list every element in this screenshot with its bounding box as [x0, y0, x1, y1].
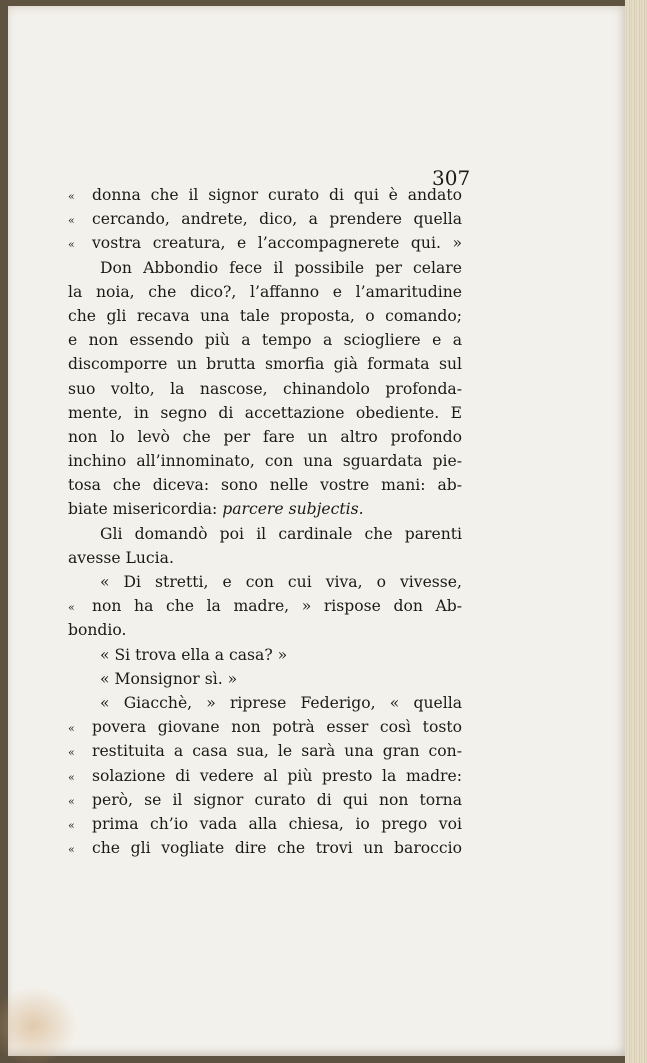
line-text: restituita a casa sua, le sarà una gran con- [92, 742, 462, 761]
quote-mark: « [68, 843, 75, 857]
paper-stain [0, 986, 78, 1063]
text-line: la noia, che dico?, l’affanno e l’amaritudine [68, 282, 462, 301]
quote-mark: « [68, 818, 75, 832]
quote-mark: « [68, 214, 75, 228]
text-line [68, 207, 462, 231]
quote-mark: « [68, 190, 75, 203]
line-text: non ha che la madre, » rispose don Ab- [92, 597, 462, 616]
text-line: Don Abbondio fece il possibile per celare [100, 258, 462, 277]
italic-phrase: parcere subjectis. [222, 500, 364, 519]
line-text: biate misericordia: [68, 500, 218, 519]
line-text: solazione di vedere al più presto la madre: [92, 766, 462, 785]
text-line: discomporre un brutta smorfia già formata sul [68, 355, 462, 374]
quote-mark: « [68, 601, 75, 615]
text-line [68, 836, 462, 860]
text-line [68, 183, 462, 207]
text-line [68, 788, 462, 812]
text-line [68, 497, 462, 521]
text-line: bondio. [68, 621, 127, 640]
quote-mark: « [68, 794, 75, 808]
text-line: tosa che diceva: sono nelle vostre mani: ab- [68, 476, 462, 495]
text-line: mente, in segno di accettazione obediente. E [68, 403, 462, 422]
text-line [68, 764, 462, 788]
text-line [68, 231, 462, 255]
line-text: però, se il signor curato di qui non torna [92, 790, 462, 809]
page-number: 307 [432, 166, 471, 190]
quote-mark: « [68, 722, 75, 736]
text-line: suo volto, la nascose, chinandolo profonda- [68, 379, 462, 398]
line-text: che gli vogliate dire che trovi un baroccio [92, 839, 462, 858]
text-line: e non essendo più a tempo a sciogliere e a [68, 331, 462, 350]
text-line: « Giacchè, » riprese Federigo, « quella [100, 693, 462, 712]
text-line [68, 739, 462, 763]
quote-mark: « [68, 238, 75, 252]
text-line: non lo levò che per fare un altro profondo [68, 427, 462, 446]
text-line: « Monsignor sì. » [100, 669, 238, 688]
page-edges [625, 0, 647, 1063]
text-line: « Si trova ella a casa? » [100, 645, 288, 664]
text-line: avesse Lucia. [68, 548, 174, 567]
body-text [68, 183, 462, 860]
paper-page [8, 6, 628, 1056]
text-line [68, 715, 462, 739]
text-line [68, 594, 462, 618]
quote-mark: « [68, 746, 75, 760]
quote-mark: « [68, 770, 75, 784]
text-line: che gli recava una tale proposta, o comando; [68, 306, 462, 325]
line-text: vostra creatura, e l’accompagnerete qui. » [92, 234, 462, 253]
line-text: povera giovane non potrà esser così tosto [92, 718, 462, 737]
line-text: prima ch’io vada alla chiesa, io prego voi [92, 814, 462, 833]
line-text: donna che il signor curato di qui è andato [92, 186, 462, 204]
text-line: « Di stretti, e con cui viva, o vivesse, [100, 573, 462, 591]
text-line [68, 812, 462, 836]
text-line: Gli domandò poi il cardinale che parenti [100, 524, 462, 543]
text-line: inchino all’innominato, con una sguardata pie- [68, 452, 462, 471]
line-text: cercando, andrete, dico, a prendere quella [92, 210, 462, 229]
